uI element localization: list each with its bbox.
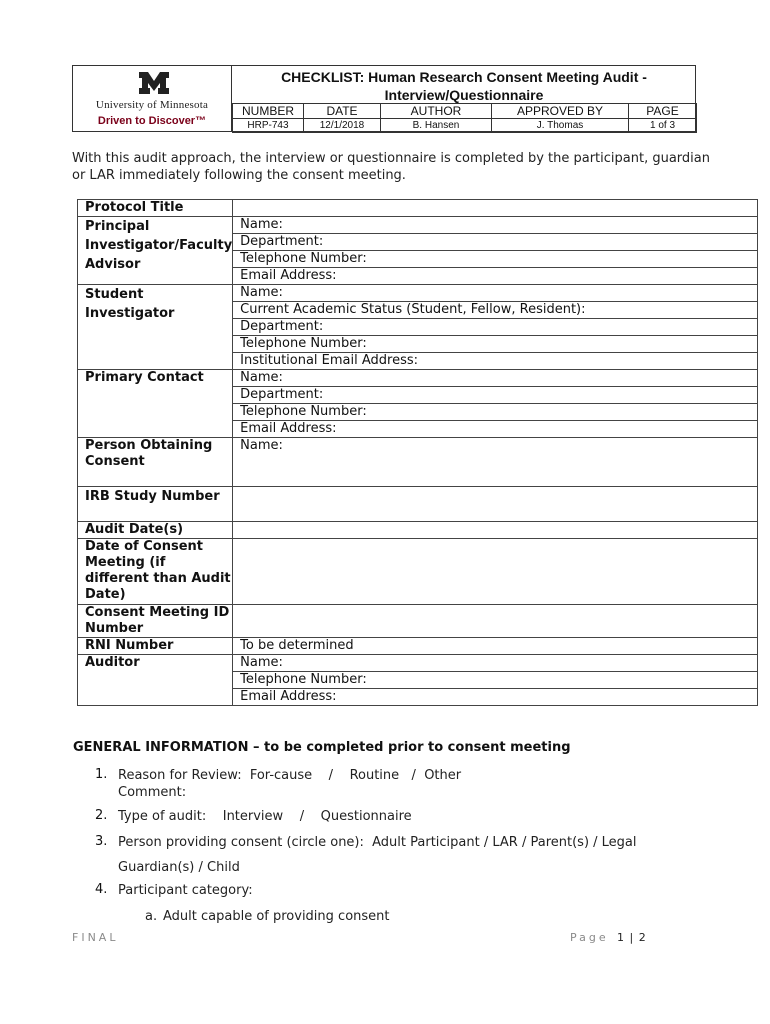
rni-number-label: RNI Number xyxy=(78,638,233,655)
student-email-field[interactable]: Institutional Email Address: xyxy=(233,353,758,370)
study-info-table xyxy=(77,199,758,706)
meta-header-page: PAGE xyxy=(629,104,697,119)
poc-name-field[interactable]: Name: xyxy=(233,438,758,487)
auditor-email-field[interactable]: Email Address: xyxy=(233,689,758,706)
item-2-number: 2. xyxy=(95,808,108,823)
document-title xyxy=(232,68,696,104)
footer-final-label: FINAL xyxy=(72,931,119,944)
university-tagline: Driven to Discover™ xyxy=(97,115,207,127)
footer-page-label: Page xyxy=(570,931,609,944)
meta-header-number: NUMBER xyxy=(233,104,304,119)
meta-header-approved-by: APPROVED BY xyxy=(492,104,629,119)
audit-dates-field[interactable] xyxy=(233,522,758,539)
meta-header-author: AUTHOR xyxy=(381,104,492,119)
consent-meeting-id-field[interactable] xyxy=(233,605,758,638)
general-info-heading: GENERAL INFORMATION – to be completed prior to consent meeting xyxy=(73,740,571,755)
intro-paragraph: With this audit approach, the interview or questionnaire is completed by the participant, guardian or LAR immediately following the consent meeting. xyxy=(72,151,710,183)
contact-email-field[interactable]: Email Address: xyxy=(233,421,758,438)
contact-department-field[interactable]: Department: xyxy=(233,387,758,404)
item-2-text: Type of audit: Interview / Questionnaire xyxy=(118,809,412,824)
meta-value-page: 1 of 3 xyxy=(629,119,697,133)
footer-page-number: 1 | 2 xyxy=(617,931,647,944)
title-line-2: Interview/Questionnaire xyxy=(384,87,544,103)
auditor-label: Auditor xyxy=(78,655,233,706)
document-header xyxy=(72,65,696,132)
consent-meeting-date-field[interactable] xyxy=(233,539,758,605)
pi-label: Principal Investigator/Faculty Advisor xyxy=(78,217,233,285)
audit-dates-label: Audit Date(s) xyxy=(78,522,233,539)
document-meta-table xyxy=(232,103,697,133)
block-m-logo-icon xyxy=(139,72,169,94)
item-3-number: 3. xyxy=(95,834,108,849)
pi-telephone-field[interactable]: Telephone Number: xyxy=(233,251,758,268)
pi-email-field[interactable]: Email Address: xyxy=(233,268,758,285)
auditor-telephone-field[interactable]: Telephone Number: xyxy=(233,672,758,689)
item-1-text: Reason for Review: For-cause / Routine / Other xyxy=(118,768,462,783)
item-3-text: Person providing consent (circle one): Adult Participant / LAR / Parent(s) / Legal xyxy=(118,835,637,850)
item-3-text-continued: Guardian(s) / Child xyxy=(118,860,240,875)
item-1-comment: Comment: xyxy=(118,785,187,800)
item-1-number: 1. xyxy=(95,767,108,782)
consent-meeting-id-label: Consent Meeting ID Number xyxy=(78,605,233,638)
meta-value-approved-by: J. Thomas xyxy=(492,119,629,133)
student-department-field[interactable]: Department: xyxy=(233,319,758,336)
rni-number-field[interactable]: To be determined xyxy=(233,638,758,655)
student-telephone-field[interactable]: Telephone Number: xyxy=(233,336,758,353)
irb-study-number-field[interactable] xyxy=(233,487,758,522)
meta-header-date: DATE xyxy=(304,104,381,119)
pi-name-field[interactable]: Name: xyxy=(233,217,758,234)
protocol-title-label: Protocol Title xyxy=(78,200,233,217)
item-4a-text: Adult capable of providing consent xyxy=(163,909,390,924)
consent-meeting-date-label: Date of Consent Meeting (if different than Audit Date) xyxy=(78,539,233,605)
student-name-field[interactable]: Name: xyxy=(233,285,758,302)
item-4-number: 4. xyxy=(95,882,108,897)
university-name: University of Minnesota xyxy=(95,99,209,111)
title-line-1: CHECKLIST: Human Research Consent Meeting Audit - xyxy=(281,69,647,85)
pi-department-field[interactable]: Department: xyxy=(233,234,758,251)
meta-value-number: HRP-743 xyxy=(233,119,304,133)
student-investigator-label: Student Investigator xyxy=(78,285,233,370)
person-obtaining-consent-label: Person Obtaining Consent xyxy=(78,438,233,487)
auditor-name-field[interactable]: Name: xyxy=(233,655,758,672)
item-4-text: Participant category: xyxy=(118,883,253,898)
protocol-title-field[interactable] xyxy=(233,200,758,217)
meta-value-date: 12/1/2018 xyxy=(304,119,381,133)
item-4a-number: a. xyxy=(145,909,158,924)
university-logo xyxy=(73,66,232,131)
meta-value-author: B. Hansen xyxy=(381,119,492,133)
contact-name-field[interactable]: Name: xyxy=(233,370,758,387)
student-status-field[interactable]: Current Academic Status (Student, Fellow, Resident): xyxy=(233,302,758,319)
primary-contact-label: Primary Contact xyxy=(78,370,233,438)
contact-telephone-field[interactable]: Telephone Number: xyxy=(233,404,758,421)
irb-study-number-label: IRB Study Number xyxy=(78,487,233,522)
